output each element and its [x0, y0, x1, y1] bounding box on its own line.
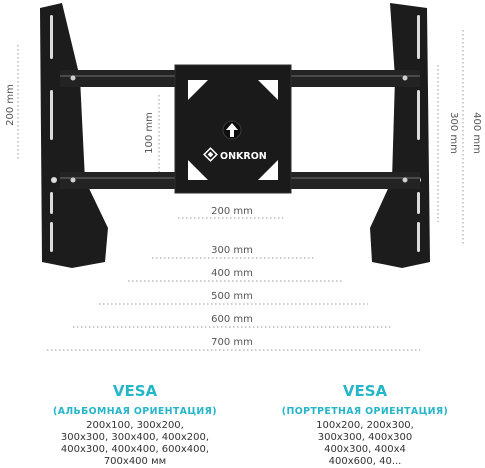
brand-name: ONKRON — [220, 151, 267, 162]
left-arm — [40, 3, 108, 268]
landscape-vesa-subtitle: (АЛЬБОМНАЯ ОРИЕНТАЦИЯ) — [53, 406, 217, 417]
h-label-300: 300 mm — [211, 245, 253, 256]
landscape-vesa-line: 700x400 мм — [103, 456, 167, 467]
landscape-vesa-line: 300x300, 300x400, 400x200, — [60, 432, 210, 443]
h-label-200: 200 mm — [211, 206, 253, 217]
portrait-vesa-line: 100x200, 200x300, — [316, 420, 414, 431]
h-label-500: 500 mm — [211, 291, 253, 302]
plate-vertical-label: 100 mm — [144, 112, 155, 154]
right-outer-vertical-label: 400 mm — [471, 112, 482, 154]
portrait-vesa-title: VESA — [342, 382, 388, 400]
left-vertical-label: 200 mm — [5, 84, 16, 126]
landscape-vesa-line: 400x300, 400x400, 600x400, — [60, 444, 210, 455]
portrait-vesa-line: 400x300, 400x4 — [324, 444, 406, 455]
h-label-700: 700 mm — [211, 337, 253, 348]
right-arm — [370, 3, 430, 268]
center-plate — [175, 65, 291, 193]
right-inner-vertical-label: 300 mm — [448, 112, 459, 154]
h-label-600: 600 mm — [211, 314, 253, 325]
h-label-400: 400 mm — [211, 268, 253, 279]
landscape-vesa-line: 200x100, 300x200, — [86, 420, 184, 431]
portrait-vesa-subtitle: (ПОРТРЕТНАЯ ОРИЕНТАЦИЯ) — [281, 406, 449, 417]
portrait-vesa-line: 300x300, 400x300 — [317, 432, 413, 443]
landscape-vesa-title: VESA — [112, 382, 158, 400]
portrait-vesa-line: 400x600, 40... — [328, 456, 402, 467]
